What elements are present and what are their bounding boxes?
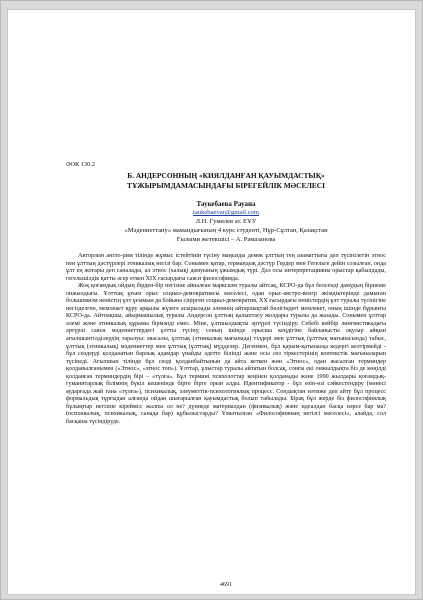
article-body xyxy=(66,253,386,427)
article-title xyxy=(66,171,386,190)
title-line-2: ТҰЖЫРЫМДАМАСЫНДАҒЫ БІРЕГЕЙЛІК МӘСЕЛЕСІ xyxy=(127,180,325,190)
body-paragraph-2: Жоқ қоғамдық ойдың бірден-бір негізіне айналған марксизм туралы айтсақ, КСРО-да бұл белсенді дамудың бірнеше онжылдығы. Ұлттық ұғым орыс социал-демократиясы мәселесі, одан орыс-австро-венгр әкімдіктерінде дамыған большевизм немістің ұлт ұғымын да бойына сіңірген социал-демократия. XX ғасырдағы немістердің ұлт туралы түсінігіне негізделген, мемлекет құру арқылы жүзеге асырылады әлемнің айтарлықтай бөлігіндегі мемлекет, оның ішінде бұрынғы КСРО-да. Айтпақшы, айырмашылық туралы Андерсон ұлттың қалыптасу жолдары туралы да жазады. Сонымен ұлттар әлемі және этникалық құрамы бірмәнді емес. Міне, ұлтшылдықты әртүрлі түсіндіру. Себебі кейбір лингвистикадағы әртүрлі саяси мәдениеттердегі ұлтты түсіну, соның ішінде орысша кеңдігіне байланысты оқулар айқын ағылшынтілділердің таралуы: мысалы, ұлттық (этникалық мағынада) тілдері мен ұлттық (ұлттық мағынасында) табыс, ұлттық (этникалық) мәдениеттер мен ұлттық (ұлттық) мүдделер. Дегенмен, бұл қарым-қатынасқа кедергі келтірмейді - бұл сөздерді қолданатын барлық адамдар үнайды әдетте білінді және осы сөз тіркестерінің контекстік мағыналарын түсінеді. Ағылшын тілінде бұл сөзді қолданбайтынын да айта кеткен жөн «Этнос», одан жасалған терминдер қолданылғанымен («Этнос», «этнос топ»). Ұлттар, ұлыстар туралы айтатын болсақ, сонғы екі онжылдықта біз де көңілді қолданған терминдердің бірі – «түлға». Бұл термині психологтар кеңінен қолданады және 1990 жылдары қоғамдық-гуманитарлық білімнің бүкіл кешенінде бірте бірге орын алды. Идентификатор - бұл өзін-өзі сәйкестендіру (мәнесі аударғада жай ғана «түлға»), психикалық, әлеуметтік-психологиялық процесс. Сондықтан нәтиже деп айту бұл процесс формальдық тұрғыдан алғанда ойдан шығарылған қауымдастық болып табылады. Бірақ бұл жерде біз философиялық бұлыңғыр негізіне кірейміз: жалпы ол не? дүниеде материалдан (физикалық) және идеалдан басқа нәрсе бар ма? (психикалық, психикалық, санада бар) құбылыстарды? Ұмытылған «Философияның негізгі мәселесі», алайда, сол басқаша түсіндіруде. xyxy=(66,283,386,426)
title-line-1: Б. АНДЕРСОННЫҢ «КИЯЛДАНҒАН ҚАУЫМДАСТЫҚ» xyxy=(127,171,325,180)
page-number: 4691 xyxy=(220,582,232,588)
affiliation-program: «Мәдениеттану» мамандығының 4 курс студенті, Нұр-Сұлтан, Қазақстан xyxy=(124,227,328,234)
author-name: Таукебаева Рауана xyxy=(196,200,256,208)
affiliation-supervisor: Ғылыми жетекшісі – А. Рамазанова xyxy=(176,236,276,243)
affiliation-university: Л.Н. Гумилев ат. ЕҰУ xyxy=(195,218,257,225)
author-email-link[interactable]: taukebaevar@gmail.com xyxy=(193,209,259,216)
body-paragraph-1: Авторлын англо-рим тілінде жұмыс істейтінін түсіну маңызды демек ұлттың тең азаматтығы деп түсінілетін этнос пен ұлттың дәстүрлері этникалық негізі бар. Сонымен қатар, германдық дәстүр Гердер мен Гегельге дейін созылған, онда ұлт ең жоғары деп саналады, ал этнос (халық) дамуының ұжымдық түрі. Дәл осы интерпретацияны орыстар қабылдады, гегельшілдік қатты әсер еткен XIX ғасырдағы саяси философияда. xyxy=(66,253,386,282)
udc-code: ӘОК 130.2 xyxy=(66,161,96,168)
document-page xyxy=(8,10,415,594)
